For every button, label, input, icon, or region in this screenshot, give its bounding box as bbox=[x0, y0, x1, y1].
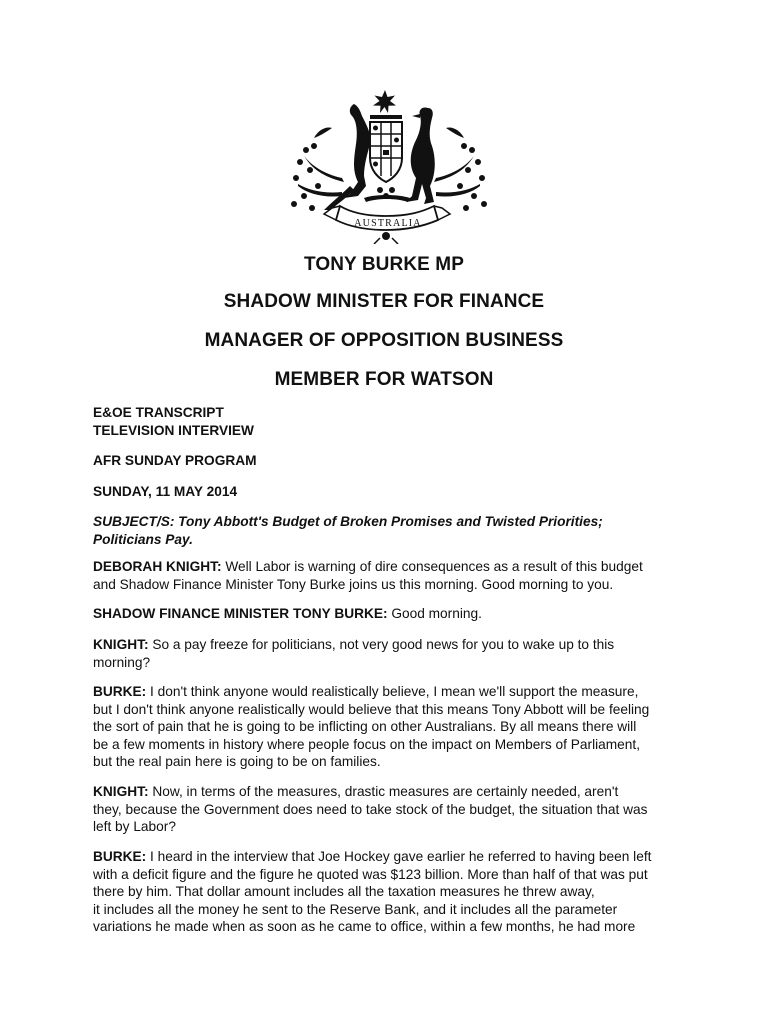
wattle-left-icon bbox=[291, 127, 344, 211]
speaker-label: KNIGHT: bbox=[93, 637, 149, 652]
wattle-right-icon bbox=[434, 127, 487, 211]
program-name: AFR SUNDAY PROGRAM bbox=[93, 453, 257, 468]
speaker-label: DEBORAH KNIGHT: bbox=[93, 559, 222, 574]
transcript-paragraph: KNIGHT: So a pay freeze for politicians, not very good news for you to wake up to this morning? bbox=[93, 637, 615, 670]
electorate-title: MEMBER FOR WATSON bbox=[274, 369, 494, 390]
role-title: MANAGER OF OPPOSITION BUSINESS bbox=[204, 330, 564, 351]
speaker-label: BURKE: bbox=[93, 849, 147, 864]
transcript-paragraph: BURKE: I don't think anyone would realistically believe, I mean we'll support the measure, but I don't think anyone realistically would believe that this means Tony Abbott will be feeling the sort of pain that he is going to be inflicting on other Australians. By all means there will be a few moments in history where people focus on the impact on Members of Parliament, but the real pain here is going to be on families. bbox=[93, 684, 650, 769]
member-name: TONY BURKE MP bbox=[303, 254, 464, 275]
speaker-label: KNIGHT: bbox=[93, 784, 149, 799]
transcript-paragraph: BURKE: I heard in the interview that Joe Hockey gave earlier he referred to having been left with a deficit figure and the figure he quoted was $123 billion. More than half of that was put there by him. That dollar amount includes all the taxation measures he threw away, it includes all the money he sent to the Reserve Bank, and it includes all the parameter variations he made when as soon as he came to office, within a few months, he had more bbox=[93, 849, 652, 934]
transcript-paragraph: SHADOW FINANCE MINISTER TONY BURKE: Good morning. bbox=[93, 606, 482, 621]
speaker-label: SHADOW FINANCE MINISTER TONY BURKE: bbox=[93, 606, 388, 621]
interview-date: SUNDAY, 11 MAY 2014 bbox=[93, 484, 238, 499]
transcript-paragraph: DEBORAH KNIGHT: Well Labor is warning of dire consequences as a result of this budget and Shadow Finance Minister Tony Burke joins us this morning. Good morning to you. bbox=[93, 559, 643, 592]
transcript-label: E&OE TRANSCRIPT bbox=[93, 405, 224, 420]
subject-line: SUBJECT/S: Tony Abbott's Budget of Broken Promises and Twisted Priorities; Politicians Pay. bbox=[93, 514, 603, 547]
portfolio-title: SHADOW MINISTER FOR FINANCE bbox=[223, 291, 545, 312]
document-type bbox=[93, 404, 685, 439]
speaker-label: BURKE: bbox=[93, 684, 147, 699]
interview-type-label: TELEVISION INTERVIEW bbox=[93, 422, 254, 438]
crest-motto: AUSTRALIA bbox=[354, 218, 422, 229]
kangaroo-icon bbox=[344, 104, 370, 198]
emu-icon bbox=[406, 107, 435, 204]
transcript-paragraph: KNIGHT: Now, in terms of the measures, drastic measures are certainly needed, aren't they, because the Government does need to take stock of the budget, the situation that was left by Labor? bbox=[93, 784, 648, 834]
coat-of-arms-emblem bbox=[284, 86, 494, 244]
commonwealth-star-icon bbox=[373, 90, 396, 113]
